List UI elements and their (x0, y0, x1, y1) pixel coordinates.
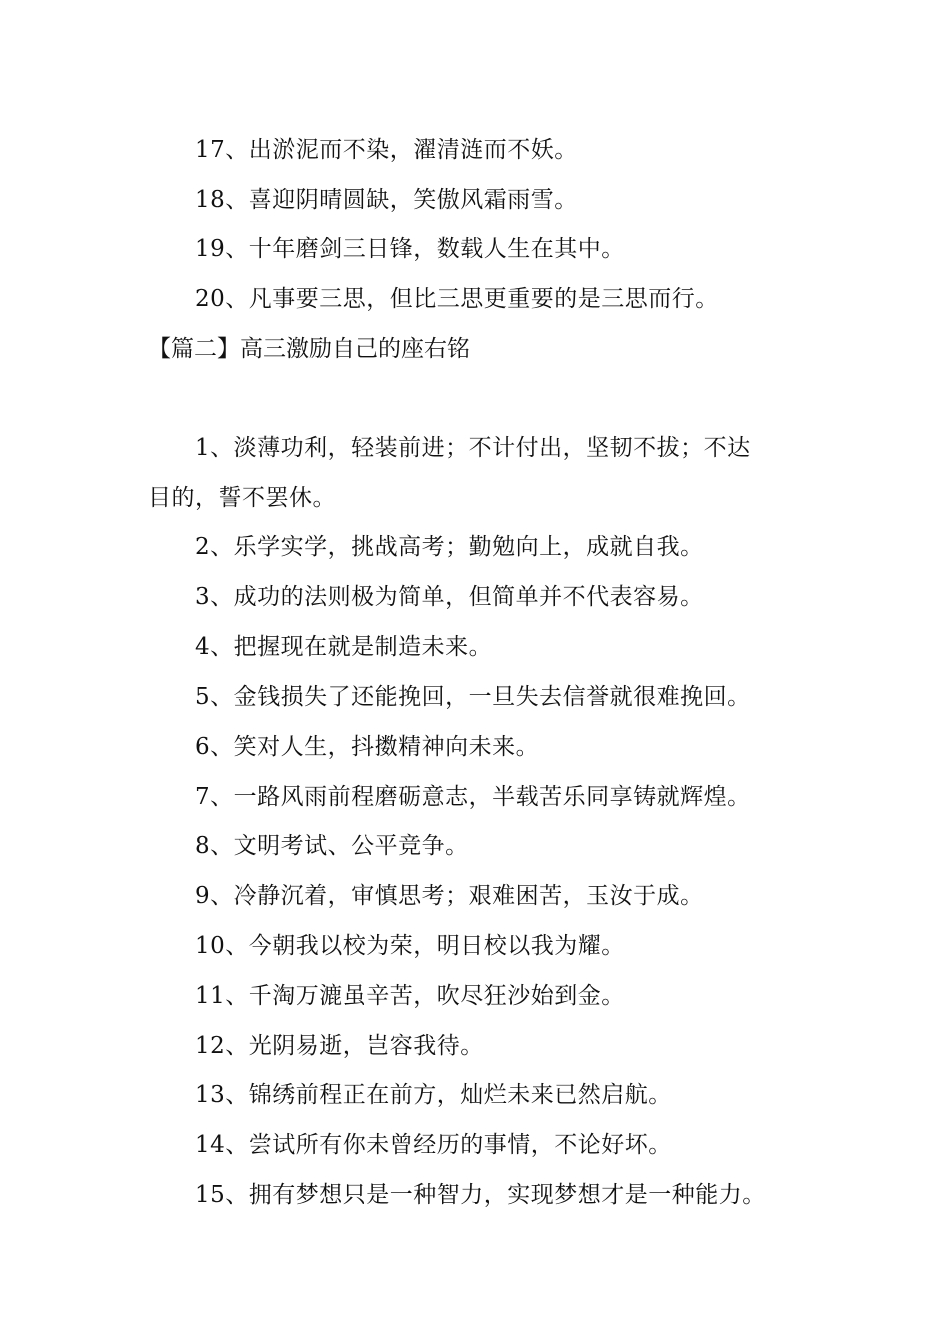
list-item: 9、冷静沉着，审慎思考；艰难困苦，玉汝于成。 (195, 883, 704, 909)
list-item: 18、喜迎阴晴圆缺，笑傲风霜雨雪。 (195, 187, 578, 213)
list-item: 8、文明考试、公平竞争。 (195, 833, 469, 859)
list-item: 17、出淤泥而不染，濯清涟而不妖。 (195, 137, 578, 163)
list-item: 15、拥有梦想只是一种智力，实现梦想才是一种能力。 (195, 1182, 766, 1208)
list-item: 11、千淘万漉虽辛苦，吹尽狂沙始到金。 (195, 983, 625, 1009)
list-item: 4、把握现在就是制造未来。 (195, 634, 493, 660)
list-item: 14、尝试所有你未曾经历的事情，不论好坏。 (195, 1132, 672, 1158)
list-item: 6、笑对人生，抖擞精神向未来。 (195, 734, 540, 760)
list-item: 7、一路风雨前程磨砺意志，半载苦乐同享铸就辉煌。 (195, 784, 751, 810)
list-item: 12、光阴易逝，岂容我待。 (195, 1033, 484, 1059)
section-heading: 【篇二】高三激励自己的座右铭 (148, 336, 470, 362)
list-item: 19、十年磨剑三日锋，数载人生在其中。 (195, 236, 625, 262)
list-item: 20、凡事要三思，但比三思更重要的是三思而行。 (195, 286, 719, 312)
list-item: 10、今朝我以校为荣，明日校以我为耀。 (195, 933, 625, 959)
list-item: 13、锦绣前程正在前方，灿烂未来已然启航。 (195, 1082, 672, 1108)
list-item: 2、乐学实学，挑战高考；勤勉向上，成就自我。 (195, 534, 704, 560)
list-item: 1、淡薄功利，轻装前进；不计付出，坚韧不拔；不达 (195, 435, 751, 461)
list-item: 5、金钱损失了还能挽回，一旦失去信誉就很难挽回。 (195, 684, 751, 710)
list-item-continuation: 目的，誓不罢休。 (148, 485, 336, 511)
list-item: 3、成功的法则极为简单，但简单并不代表容易。 (195, 584, 704, 610)
